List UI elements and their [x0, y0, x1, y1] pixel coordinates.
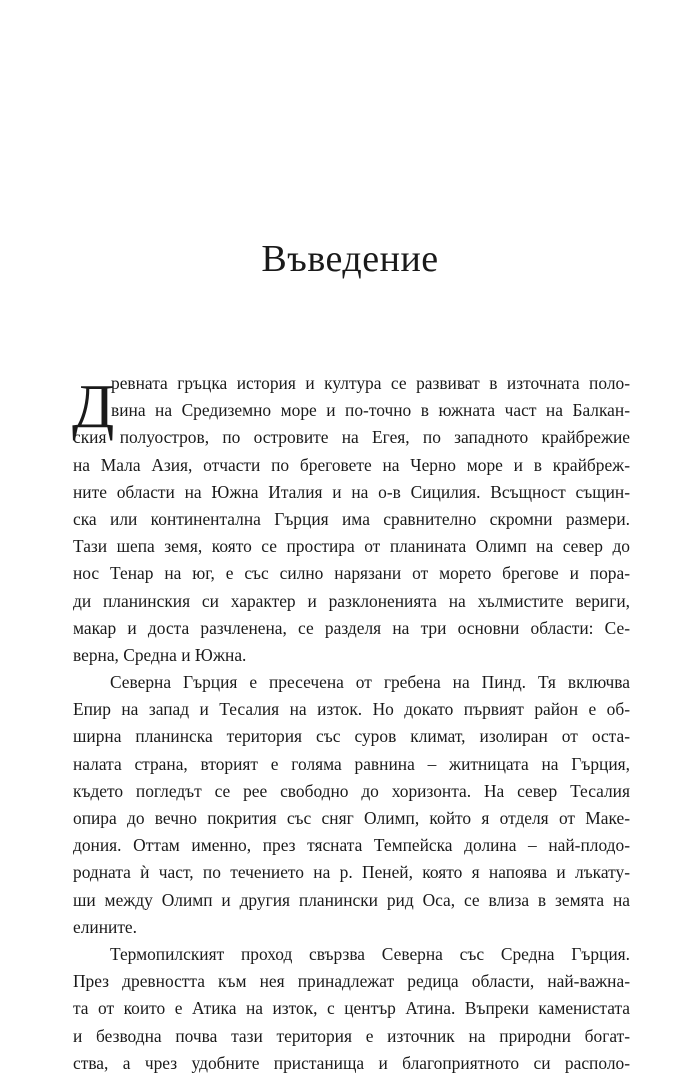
text-line: Епир на запад и Тесалия на изток. Но докато първият район е об-	[73, 699, 630, 720]
text-line: където погледът се рее свободно до хоризонта. На север Тесалия	[73, 780, 630, 801]
text-line: и безводна почва тази територия е източник на природни богат-	[73, 1025, 630, 1046]
text-line: През древността към нея принадлежат редица области, най-важна-	[73, 971, 630, 992]
text-line: ревната гръцка история и култура се развиват в източната поло-	[111, 373, 630, 393]
text-line: опира до вечно покрития със сняг Олимп, който я отделя от Маке-	[73, 808, 630, 828]
text-line: налата страна, вторият е голяма равнина – житницата на Гърция,	[73, 753, 630, 774]
text-line: Термопилският проход свързва Северна със Средна Гърция.	[110, 943, 630, 964]
drop-cap: Д	[72, 373, 115, 441]
text-line: ди планинския си характер и разклоненията на хълмистите вериги,	[73, 590, 630, 611]
text-line: ска или континентална Гърция има сравнително скромни размери.	[73, 508, 630, 529]
chapter-title: Въведение	[261, 238, 439, 280]
text-line: ства, а чрез удобните пристанища и благоприятното си располо-	[73, 1052, 630, 1073]
body-text	[73, 370, 630, 1077]
text-line: Северна Гърция е пресечена от гребена на Пинд. Тя включва	[110, 672, 630, 693]
text-line: нос Тенар на юг, е със силно нарязани от морето брегове и пора-	[73, 563, 630, 584]
text-line: ши между Олимп и другия планински рид Оса, се влиза в земята на	[73, 889, 630, 910]
text-line: макар и доста разчленена, се разделя на три основни области: Се-	[73, 617, 630, 638]
text-line: Тази шепа земя, която се простира от планината Олимп на север до	[73, 536, 630, 557]
text-line: ския полуостров, по островите на Егея, по западното крайбрежие	[73, 427, 630, 448]
text-line: верна, Средна и Южна.	[73, 644, 247, 665]
text-line: на Мала Азия, отчасти по бреговете на Черно море и в крайбреж-	[73, 454, 630, 475]
text-line: вина на Средиземно море и по-точно в южната част на Балкан-	[111, 400, 630, 421]
text-line: та от които е Атика на изток, с център Атина. Въпреки каменистата	[73, 998, 630, 1019]
text-line: ширна планинска територия със суров климат, изолиран от оста-	[73, 726, 630, 747]
text-line: родната ѝ част, по течението на р. Пеней, която я напоява и лъкату-	[73, 862, 630, 883]
text-line: елините.	[73, 916, 137, 937]
text-line: дония. Оттам именно, през тясната Темпейска долина – най-плодо-	[73, 835, 630, 856]
text-line: ните области на Южна Италия и на о-в Сицилия. Всъщност същин-	[73, 481, 630, 502]
